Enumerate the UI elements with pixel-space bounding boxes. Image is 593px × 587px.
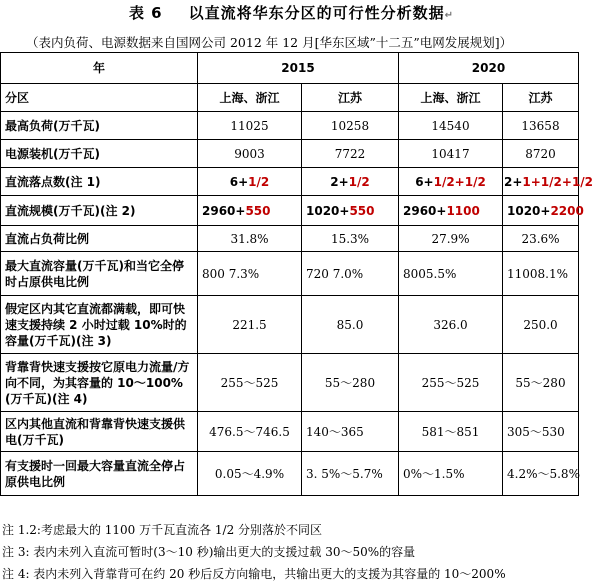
cell: 7722 — [302, 140, 399, 168]
paragraph-mark-icon: ↵ — [444, 10, 455, 21]
row-label: 直流落点数(注 1) — [1, 168, 198, 196]
table-subtitle: （表内负荷、电源数据来自国网公司 2012 年 12 月[华东区域”十二五”电网发展规划]） — [26, 35, 513, 50]
cell: 221.5 — [198, 296, 302, 354]
cell: 11008.1% — [503, 252, 579, 296]
row-label: 假定区内其它直流都满载，即可快速支援持续 2 小时过载 10%时的容量(万千瓦)(注 3) — [1, 296, 198, 354]
cell: 1020+2200 — [503, 196, 579, 226]
region-jiangsu-2020: 江苏 — [503, 84, 579, 112]
cell: 10417 — [399, 140, 503, 168]
cell: 9003 — [198, 140, 302, 168]
cell: 0%～1.5% — [399, 452, 503, 496]
cell: 55～280 — [302, 354, 399, 412]
table-row — [1, 412, 579, 452]
cell: 10258 — [302, 112, 399, 140]
cell: 3. 5%～5.7% — [302, 452, 399, 496]
year-header: 年 — [1, 53, 198, 84]
row-label: 区内其他直流和背靠背快速支援供电(万千瓦) — [1, 412, 198, 452]
cell: 255～525 — [198, 354, 302, 412]
table-number: 表 6 — [128, 4, 163, 22]
table-row — [1, 53, 579, 84]
cell: 6+1/2+1/2 — [399, 168, 503, 196]
cell: 23.6% — [503, 226, 579, 252]
table-row — [1, 252, 579, 296]
cell: 720 7.0% — [302, 252, 399, 296]
table-title — [0, 2, 583, 23]
region-jiangsu-2015: 江苏 — [302, 84, 399, 112]
table-row — [1, 196, 579, 226]
note-4: 注 4: 表内未列入背靠背可在约 20 秒后反方向输电，共输出更大的支援为其容量的 10～200% — [2, 567, 506, 581]
table-row — [1, 140, 579, 168]
year-2015: 2015 — [198, 53, 399, 84]
cell: 2960+550 — [198, 196, 302, 226]
cell: 2+1/2 — [302, 168, 399, 196]
row-label: 有支援时一回最大容量直流全停占原供电比例 — [1, 452, 198, 496]
table-row — [1, 168, 579, 196]
row-label: 背靠背快速支援按它原电力流量/方向不同，为其容量的 10～100%(万千瓦)(注 4) — [1, 354, 198, 412]
cell: 4.2%～5.8% — [503, 452, 579, 496]
region-header: 分区 — [1, 84, 198, 112]
table-caption: 以直流将华东分区的可行性分析数据 — [188, 4, 445, 22]
table-row — [1, 354, 579, 412]
cell: 27.9% — [399, 226, 503, 252]
cell: 31.8% — [198, 226, 302, 252]
cell: 11025 — [198, 112, 302, 140]
cell: 581～851 — [399, 412, 503, 452]
cell: 14540 — [399, 112, 503, 140]
note-1: 注 1.2:考虑最大的 1100 万千瓦直流各 1/2 分别落於不同区 — [2, 523, 323, 537]
cell: 250.0 — [503, 296, 579, 354]
row-label: 最大直流容量(万千瓦)和当它全停时占原供电比例 — [1, 252, 198, 296]
row-label: 最高负荷(万千瓦) — [1, 112, 198, 140]
cell: 85.0 — [302, 296, 399, 354]
cell: 326.0 — [399, 296, 503, 354]
cell: 476.5～746.5 — [198, 412, 302, 452]
cell: 255～525 — [399, 354, 503, 412]
table-row — [1, 452, 579, 496]
cell: 6+1/2 — [198, 168, 302, 196]
cell: 800 7.3% — [198, 252, 302, 296]
cell: 55～280 — [503, 354, 579, 412]
table-row — [1, 84, 579, 112]
data-table — [0, 52, 593, 496]
table-row — [1, 296, 579, 354]
region-shanghai-zhejiang-2015: 上海、浙江 — [198, 84, 302, 112]
row-label: 电源装机(万千瓦) — [1, 140, 198, 168]
row-label: 直流规模(万千瓦)(注 2) — [1, 196, 198, 226]
cell: 305～530 — [503, 412, 579, 452]
cell: 2960+1100 — [399, 196, 503, 226]
table-row — [1, 226, 579, 252]
row-label: 直流占负荷比例 — [1, 226, 198, 252]
cell: 8005.5% — [399, 252, 503, 296]
cell: 8720 — [503, 140, 579, 168]
region-shanghai-zhejiang-2020: 上海、浙江 — [399, 84, 503, 112]
cell: 140～365 — [302, 412, 399, 452]
note-3: 注 3: 表内未列入直流可暂时(3～10 秒)输出更大的支援过载 30～50%的容量 — [2, 545, 416, 559]
cell: 13658 — [503, 112, 579, 140]
cell: 1020+550 — [302, 196, 399, 226]
cell: 0.05～4.9% — [198, 452, 302, 496]
year-2020: 2020 — [399, 53, 579, 84]
cell: 15.3% — [302, 226, 399, 252]
cell: 2+1+1/2+1/2 — [503, 168, 579, 196]
table-row — [1, 112, 579, 140]
